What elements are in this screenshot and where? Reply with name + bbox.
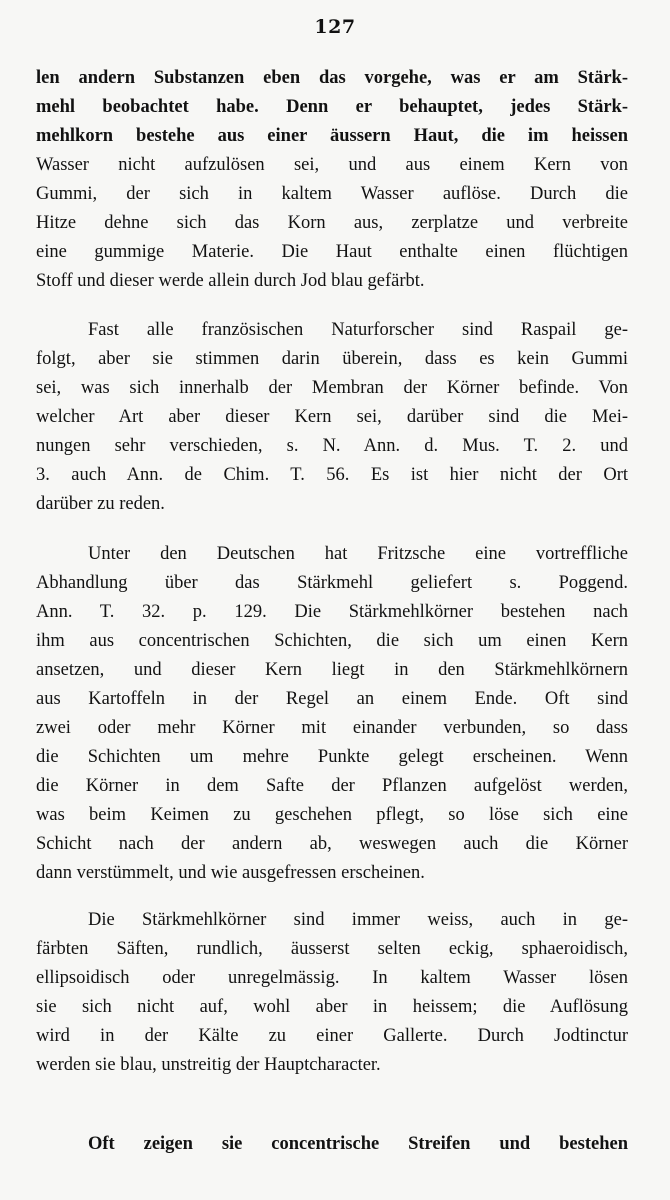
paragraph-5 — [36, 1130, 628, 1159]
text-line: darüber zu reden. — [36, 494, 165, 514]
text-line: Gummi, der sich in kaltem Wasser auflöse. Durch die — [36, 184, 628, 204]
text-line: nungen sehr verschieden, s. N. Ann. d. Mus. T. 2. und — [36, 436, 628, 456]
text-line: Die Stärkmehlkörner sind immer weiss, auch in ge- — [88, 910, 628, 930]
paragraph-3 — [36, 540, 628, 888]
text-line: Wasser nicht aufzulösen sei, und aus einem Kern von — [36, 155, 628, 175]
text-line: len andern Substanzen eben das vorgehe, was er am Stärk- — [36, 68, 628, 88]
text-line: wird in der Kälte zu einer Gallerte. Durch Jodtinctur — [36, 1026, 628, 1046]
text-line: folgt, aber sie stimmen darin überein, dass es kein Gummi — [36, 349, 628, 369]
text-line: 3. auch Ann. de Chim. T. 56. Es ist hier nicht der Ort — [36, 465, 628, 485]
text-line: sie sich nicht auf, wohl aber in heissem; die Auflösung — [36, 997, 628, 1017]
text-line: was beim Keimen zu geschehen pflegt, so löse sich eine — [36, 805, 628, 825]
text-line: Hitze dehne sich das Korn aus, zerplatze und verbreite — [36, 213, 628, 233]
text-line: färbten Säften, rundlich, äusserst selten eckig, sphaeroidisch, — [36, 939, 628, 959]
page-number: 127 — [314, 16, 356, 38]
text-line: welcher Art aber dieser Kern sei, darüber sind die Mei- — [36, 407, 628, 427]
text-line: aus Kartoffeln in der Regel an einem Ende. Oft sind — [36, 689, 628, 709]
text-line: dann verstümmelt, und wie ausgefressen erscheinen. — [36, 863, 425, 883]
text-line: werden sie blau, unstreitig der Hauptcharacter. — [36, 1055, 381, 1075]
paragraph-1 — [36, 64, 628, 296]
text-line: eine gummige Materie. Die Haut enthalte einen flüchtigen — [36, 242, 628, 262]
paragraph-4 — [36, 906, 628, 1080]
text-line: ansetzen, und dieser Kern liegt in den Stärkmehlkörnern — [36, 660, 628, 680]
paragraph-2 — [36, 316, 628, 519]
text-line: Abhandlung über das Stärkmehl geliefert s. Poggend. — [36, 573, 628, 593]
text-line: Fast alle französischen Naturforscher sind Raspail ge- — [88, 320, 628, 340]
text-line: die Schichten um mehre Punkte gelegt erscheinen. Wenn — [36, 747, 628, 767]
text-line: die Körner in dem Safte der Pflanzen aufgelöst werden, — [36, 776, 628, 796]
text-line: mehl beobachtet habe. Denn er behauptet, jedes Stärk- — [36, 97, 628, 117]
text-line: sei, was sich innerhalb der Membran der Körner befinde. Von — [36, 378, 628, 398]
text-line: Ann. T. 32. p. 129. Die Stärkmehlkörner bestehen nach — [36, 602, 628, 622]
text-line: ellipsoidisch oder unregelmässig. In kaltem Wasser lösen — [36, 968, 628, 988]
text-line: Oft zeigen sie concentrische Streifen und bestehen — [88, 1134, 628, 1154]
text-line: Stoff und dieser werde allein durch Jod blau gefärbt. — [36, 271, 425, 291]
text-line: Unter den Deutschen hat Fritzsche eine vortreffliche — [88, 544, 628, 564]
text-line: Schicht nach der andern ab, weswegen auch die Körner — [36, 834, 628, 854]
text-line: ihm aus concentrischen Schichten, die sich um einen Kern — [36, 631, 628, 651]
text-line: zwei oder mehr Körner mit einander verbunden, so dass — [36, 718, 628, 738]
text-line: mehlkorn bestehe aus einer äussern Haut, die im heissen — [36, 126, 628, 146]
